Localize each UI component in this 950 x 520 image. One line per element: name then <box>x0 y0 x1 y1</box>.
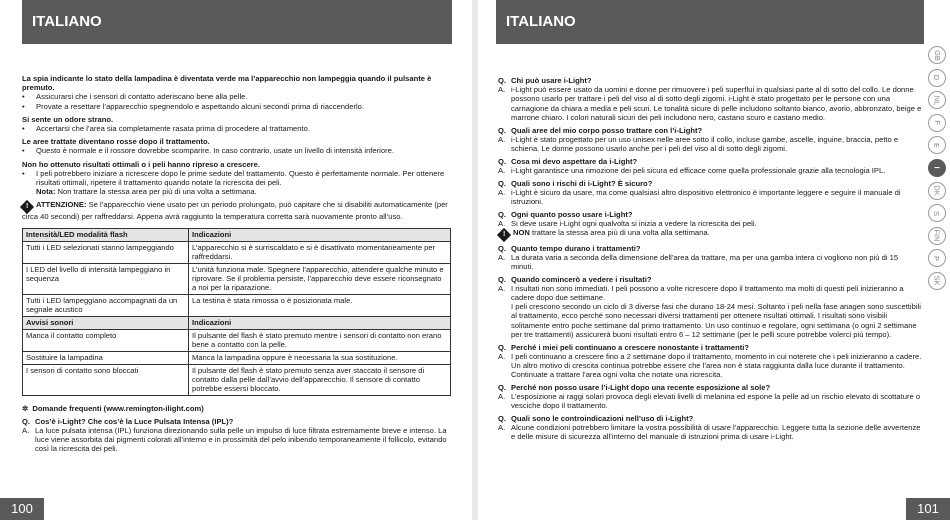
answer-text: i-Light può essere usato da uomini e donne per rimuovere i peli superflui in qualsiasi parte al di sotto del collo. Le donne possono usarlo per trattare i peli del viso al di sotto degli zigomi. i-Light è stato progettato per le persone con una carnagione da chiara a media e peli scuri. Le tonalità sicure di pelle includono soltanto bianco, avorio, abbronzato, beige e marrone chiaro. I colori naturali sicuri dei peli includono nero, castano scuro e castano medio. <box>511 85 922 122</box>
question-tag: Q. <box>498 342 507 352</box>
table-cell: Manca la lampadina oppure è necessaria la sua sostituzione. <box>189 351 451 364</box>
faq-item <box>498 244 922 272</box>
faq-answer <box>498 166 922 175</box>
faq-heading: ✲ Domande frequenti (www.remington-ilight.com) <box>22 403 204 413</box>
answer-text: I peli crescono secondo un ciclo di 3 diverse fasi che durano 18-24 mesi. Soltanto i peli nella fase anagen sono suscettibili al trattamento, ecco perché sono necessari diversi trattamenti per ottenere risultati ottimali. I risultati sono visibili solitamente entro poche settimane dal primo trattamento. Un uso continuo e regolare, ogni settimana (o ogni 2 settimane per tre trattamenti) assicurerà buoni risultati entro 6 – 12 settimane (per le pelli scure potrebbe volerci più tempo). <box>511 302 921 339</box>
note-text: Non trattare la stessa area per più di una volta a settimana. <box>55 187 257 197</box>
table-cell: Il pulsante del flash è stato premuto mentre i sensori di contatto non erano bene a contatto con la pelle. <box>189 329 451 351</box>
language-tab-dk[interactable] <box>928 182 946 200</box>
bullet-item: • Accertarsi che l’area sia completamente rasata prima di procedere al trattamento. <box>22 124 453 133</box>
warning-glyph: ! <box>502 231 506 239</box>
question-tag: Q. <box>498 156 507 166</box>
question-tag: Q. <box>498 414 507 423</box>
left-page <box>0 0 472 520</box>
right-page <box>478 0 950 520</box>
warning-icon <box>497 228 511 242</box>
answer-body <box>511 423 922 441</box>
section-title: Non ho ottenuto risultati ottimali o i peli hanno ripreso a crescere. <box>22 159 260 169</box>
question-text: Quando comincerò a vedere i risultati? <box>511 274 652 284</box>
question-text: Perché i miei peli continuano a crescere nonostante i trattamenti? <box>511 342 750 352</box>
answer-text: La luce pulsata intensa (IPL) funziona direzionando sulla pelle un impulso di luce filtrata estremamente breve e intenso. La luce viene assorbita dai pigmenti colorati all’interno e in prossimità del pelo inibendo temporaneamente il follicolo, evitando così la ricrescita dei peli. <box>35 426 447 454</box>
language-label: D <box>932 74 942 81</box>
attention-label: ATTENZIONE: <box>36 200 87 210</box>
answer-body <box>511 135 922 153</box>
language-tab-e[interactable] <box>928 136 946 154</box>
question-text: Perché non posso usare l’i-Light dopo una recente esposizione al sole? <box>511 382 771 392</box>
table-cell: I LED del livello di intensità lampeggiano in sequenza <box>23 263 189 294</box>
language-tab-f[interactable] <box>928 114 946 132</box>
answer-tag: A. <box>498 252 506 262</box>
faq-question <box>498 343 922 352</box>
question-text: Cosa mi devo aspettare da i-Light? <box>511 156 638 166</box>
section-title: La spia indicante lo stato della lampadina è diventata verde ma l’apparecchio non lampeggia quando il pulsante è premuto. <box>22 74 432 93</box>
answer-body <box>511 392 922 410</box>
warning-text: trattare la stessa area più di una volta alla settimana. <box>529 228 710 238</box>
faq-question <box>498 244 922 253</box>
faq-item <box>498 179 922 207</box>
faq-question <box>22 417 453 426</box>
faq-item <box>498 275 922 339</box>
warning-label: NON <box>513 228 530 238</box>
table-cell: Indicazioni <box>189 316 451 329</box>
faq-item <box>498 126 922 154</box>
faq-answer <box>498 423 922 441</box>
faq-warning <box>498 228 922 240</box>
faq-question <box>498 179 922 188</box>
language-label: I <box>932 166 942 170</box>
answer-tag: A. <box>498 351 506 361</box>
answer-body <box>511 188 922 206</box>
language-tab-s[interactable] <box>928 204 946 222</box>
language-tab-nl[interactable] <box>928 91 946 109</box>
answer-tag: A. <box>498 85 506 95</box>
answer-text: Alcune condizioni potrebbero limitare la vostra possibilità di usare l’apparecchio. Leggere tutta la sezione delle avvertenze e delle misure di sicurezza all’interno del manuale di istruzioni prima di usare i-Light. <box>511 423 921 442</box>
faq-item <box>498 76 922 122</box>
language-tab-p[interactable] <box>928 249 946 267</box>
troubleshooting-section <box>22 115 453 133</box>
question-tag: Q. <box>498 243 507 253</box>
bullet-item: • I peli potrebbero iniziare a ricrescere dopo le prime sedute del trattamento. Questo è perfettamente normale. Per ottenere risultati ottimali, ripetere il trattamento quando notate la ricrescita dei peli. <box>22 169 453 187</box>
language-tab-d[interactable] <box>928 69 946 87</box>
language-tab-gb[interactable] <box>928 46 946 64</box>
table-cell: Avvisi sonori <box>23 316 189 329</box>
table-cell: L’unità funziona male. Spegnere l’apparecchio, attendere qualche minuto e riprovare. Se il problema persiste, l’apparecchio deve essere riconsegnato a noi per la riparazione. <box>189 263 451 294</box>
answer-tag: A. <box>498 165 506 175</box>
troubleshooting-section <box>22 137 453 155</box>
table-cell: Indicazioni <box>189 228 451 241</box>
left-faq-list <box>22 417 453 454</box>
faq-answer <box>498 188 922 206</box>
answer-text: i-Light è stato progettato per un uso unisex nelle aree sotto il collo, incluse gambe, ascelle, inguine, braccia, petto e schiena. Le donne possono usarlo anche per i peli del viso al di sotto degli zigomi. <box>511 134 899 153</box>
led-indicator-table <box>22 228 451 396</box>
table-row <box>23 329 451 351</box>
language-label: DK <box>932 185 942 196</box>
section-title: Si sente un odore strano. <box>22 114 114 124</box>
page-number-right: 101 <box>906 498 950 520</box>
language-label: P <box>932 255 942 261</box>
language-tabs <box>928 46 946 295</box>
faq-answer <box>498 135 922 153</box>
faq-question <box>498 126 922 135</box>
question-tag: Q. <box>498 209 507 219</box>
question-text: Chi può usare i-Light? <box>511 76 592 85</box>
language-label: FIN <box>932 229 942 242</box>
warning-icon: ! <box>20 200 34 214</box>
table-cell: Manca il contatto completo <box>23 329 189 351</box>
right-faq-list <box>498 76 922 442</box>
table-row <box>23 263 451 294</box>
faq-question <box>498 157 922 166</box>
table-cell: Intensità/LED modalità flash <box>23 228 189 241</box>
table-cell: Il pulsante del flash è stato premuto senza aver staccato il sensore di contatto dalla pelle dall’avvio dell’apparecchio. Il sensore di contatto potrebbe essersi bloccato. <box>189 364 451 395</box>
table-cell: L’apparecchio si è surriscaldato e si è disattivato momentaneamente per raffreddarsi. <box>189 241 451 263</box>
answer-text: La durata varia a seconda della dimensione dell’area da trattare, ma per una gamba intera ci vogliono non più di 15 minuti. <box>511 252 899 271</box>
question-tag: Q. <box>498 76 507 85</box>
language-tab-sk[interactable] <box>928 272 946 290</box>
answer-body <box>35 426 453 454</box>
faq-answer <box>22 426 453 454</box>
question-tag: Q. <box>498 125 507 135</box>
answer-tag: A. <box>498 218 506 228</box>
question-tag: Q. <box>22 416 31 426</box>
faq-question <box>498 275 922 284</box>
faq-item <box>498 383 922 411</box>
left-content <box>22 74 453 457</box>
attention-note <box>22 200 453 221</box>
faq-answer <box>498 85 922 122</box>
attention-text: Se l’apparecchio viene usato per un periodo prolungato, può capitare che si disabiliti automaticamente (per circa 40 secondi) per raffreddarsi. Appena avrà raggiunto la temperatura corretta sarà nuovamente pronto all’uso. <box>22 200 448 222</box>
faq-item <box>498 157 922 175</box>
table-row <box>23 364 451 395</box>
faq-question <box>498 383 922 392</box>
bullet-item: • Assicurarsi che i sensori di contatto aderiscano bene alla pelle. <box>22 92 453 101</box>
language-tab-fin[interactable] <box>928 227 946 245</box>
answer-tag: A. <box>22 426 30 436</box>
answer-body <box>511 253 922 271</box>
faq-answer <box>498 392 922 410</box>
answer-tag: A. <box>498 187 506 197</box>
faq-item <box>498 414 922 442</box>
faq-item <box>498 343 922 380</box>
answer-tag: A. <box>498 134 506 144</box>
language-label: GB <box>932 49 942 61</box>
table-row <box>23 351 451 364</box>
answer-text: L’esposizione ai raggi solari provoca degli elevati livelli di melanina ed espone la pelle ad un rischio elevato di scottature o vesciche dopo il trattamento. <box>511 392 921 411</box>
troubleshooting-section <box>22 74 453 111</box>
right-section-header: ITALIANO <box>496 0 924 44</box>
table-cell: Sostituire la lampadina <box>23 351 189 364</box>
faq-answer <box>498 284 922 339</box>
question-tag: Q. <box>498 382 507 392</box>
right-content <box>498 76 922 445</box>
question-tag: Q. <box>498 178 507 188</box>
question-tag: Q. <box>498 274 507 284</box>
page-number-left: 100 <box>0 498 44 520</box>
gear-icon: ✲ <box>22 403 29 413</box>
language-label: SK <box>932 275 942 286</box>
faq-answer <box>498 219 922 228</box>
answer-tag: A. <box>498 283 506 293</box>
question-text: Cos’è i-Light? Che cos’è la Luce Pulsata Intensa (IPL)? <box>35 416 234 426</box>
answer-text: i-Light garantisce una rimozione dei peli sicura ed efficace come quella professionale grazie alla tecnologia IPL. <box>511 165 886 175</box>
answer-body <box>511 284 922 339</box>
answer-text: I risultati non sono immediati. I peli possono a volte ricrescere dopo il trattamento ma molti di questi peli inizieranno a cadere dopo due settimane. <box>511 283 904 303</box>
answer-text: Si deve usare i-Light ogni qualvolta si inizia a vedere la ricrescita dei peli. <box>511 218 757 228</box>
note-label: Nota: <box>36 187 56 197</box>
faq-item <box>498 210 922 240</box>
faq-answer <box>498 352 922 380</box>
question-text: Ogni quanto posso usare i-Light? <box>511 209 633 219</box>
question-text: Quali sono i rischi di i-Light? È sicuro? <box>511 178 653 188</box>
faq-question <box>498 210 922 219</box>
section-title: Le aree trattate diventano rosse dopo il trattamento. <box>22 137 210 147</box>
answer-body <box>511 85 922 122</box>
answer-body <box>511 219 757 228</box>
answer-text: i-Light è sicuro da usare, ma come qualsiasi altro dispositivo elettronico è importante leggere e seguire il manuale di istruzioni. <box>511 187 901 206</box>
table-cell: Tutti i LED lampeggiano accompagnati da un segnale acustico <box>23 294 189 316</box>
faq-answer <box>498 253 922 271</box>
language-tab-i[interactable] <box>928 159 946 177</box>
language-label: E <box>932 142 942 148</box>
table-row <box>23 294 451 316</box>
question-text: Quanto tempo durano i trattamenti? <box>511 243 641 253</box>
table-cell: I sensori di contatto sono bloccati <box>23 364 189 395</box>
table-cell: Tutti i LED selezionati stanno lampeggiando <box>23 241 189 263</box>
left-section-header: ITALIANO <box>22 0 452 44</box>
answer-text: I peli continuano a crescere fino a 2 settimane dopo il trattamento, momento in cui noterete che i peli inizieranno a cadere. Un altro motivo di crescita continua potrebbe essere che l’area non è stata raggiunta dalla luce durante il trattamento. Continuate a trattare l’area ogni volta che notate una ricrescita. <box>511 351 922 380</box>
faq-item <box>22 417 453 454</box>
answer-body <box>511 352 922 380</box>
answer-tag: A. <box>498 423 506 433</box>
bullet-item: • Provate a resettare l’apparecchio spegnendolo e aspettando alcuni secondi prima di riaccenderlo. <box>22 102 453 111</box>
faq-question <box>498 414 922 423</box>
answer-tag: A. <box>498 392 506 402</box>
answer-body <box>511 166 885 175</box>
table-row <box>23 241 451 263</box>
table-header-row <box>23 316 451 329</box>
bullet-item: • Questo è normale e il rossore dovrebbe scomparire. In caso contrario, usate un livello di intensità inferiore. <box>22 146 453 155</box>
question-text: Quali aree del mio corpo posso trattare con l’i-Light? <box>511 125 703 135</box>
table-cell: La testina è stata rimossa o è posizionata male. <box>189 294 451 316</box>
language-label: NL <box>932 95 942 105</box>
question-text: Quali sono le controindicazioni nell’uso di i-Light? <box>511 414 694 423</box>
section-note <box>22 187 453 196</box>
troubleshooting-sections <box>22 74 453 196</box>
troubleshooting-section <box>22 160 453 197</box>
language-label: S <box>932 210 942 216</box>
language-label: F <box>932 120 942 126</box>
table-header-row <box>23 228 451 241</box>
faq-question <box>498 76 922 85</box>
